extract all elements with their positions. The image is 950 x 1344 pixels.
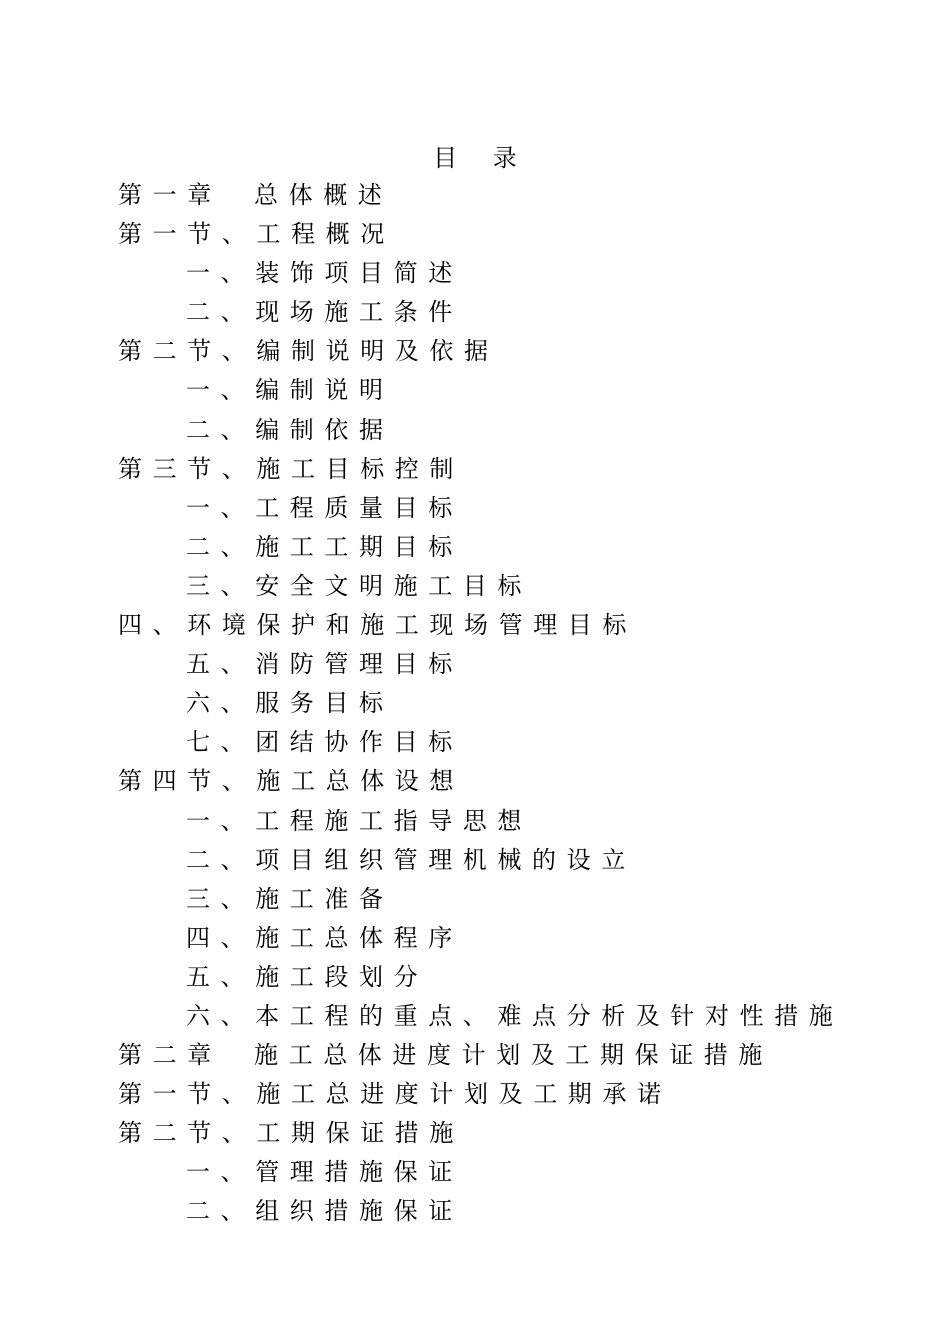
- toc-entry-text: 七、团结协作目标: [186, 728, 463, 757]
- toc-subsection-entry[interactable]: [118, 293, 918, 332]
- toc-section-entry[interactable]: [118, 215, 918, 254]
- toc-entry-text: 一、装饰项目简述: [186, 259, 463, 288]
- toc-subsection-entry[interactable]: [118, 489, 918, 528]
- toc-entry-text: 第一节、施工总进度计划及工期承诺: [118, 1080, 672, 1109]
- toc-subsection-entry[interactable]: [118, 723, 918, 762]
- toc-subsection-entry[interactable]: [118, 528, 918, 567]
- toc-entry-text: 一、编制说明: [186, 376, 394, 405]
- toc-entry-text: 三、施工准备: [186, 884, 394, 913]
- toc-subsection-entry[interactable]: [118, 1192, 918, 1231]
- toc-entry-text: 第一节、工程概况: [118, 220, 395, 249]
- toc-entry-text: 四、施工总体程序: [186, 923, 463, 952]
- toc-entry-text: 第二节、工期保证措施: [118, 1119, 464, 1148]
- toc-entry-text: 二、施工工期目标: [186, 532, 463, 561]
- toc-entry-text: 四、环境保护和施工现场管理目标: [118, 611, 637, 640]
- toc-subsection-entry[interactable]: [118, 254, 918, 293]
- toc-subsection-entry[interactable]: [118, 880, 918, 919]
- toc-section-entry[interactable]: [118, 450, 918, 489]
- toc-entry-text: 五、消防管理目标: [186, 650, 463, 679]
- toc-entry-text: 六、本工程的重点、难点分析及针对性措施: [186, 1001, 844, 1030]
- toc-entry-text: 第三节、施工目标控制: [118, 454, 464, 483]
- toc-entry-text: 五、施工段划分: [186, 962, 429, 991]
- toc-subsection-entry[interactable]: [118, 841, 918, 880]
- toc-entry-text: 二、现场施工条件: [186, 298, 463, 327]
- toc-entry-text: 施工总体进度计划及工期保证措施: [254, 1041, 773, 1070]
- toc-section-entry[interactable]: [118, 1075, 918, 1114]
- toc-subsection-entry[interactable]: [118, 371, 918, 410]
- toc-entry-text: 总体概述: [254, 181, 393, 209]
- toc-section-entry[interactable]: [118, 1114, 918, 1153]
- toc-section-entry[interactable]: [118, 332, 918, 371]
- toc-subsection-entry[interactable]: [118, 997, 918, 1036]
- toc-entry-text: 一、工程质量目标: [186, 493, 463, 522]
- toc-chapter-entry[interactable]: [118, 1036, 918, 1075]
- toc-subsection-entry[interactable]: [118, 802, 918, 841]
- toc-subsection-entry[interactable]: [118, 684, 918, 723]
- toc-entry-text: 二、组织措施保证: [186, 1197, 463, 1226]
- toc-section-entry[interactable]: [118, 606, 918, 645]
- toc-chapter-entry[interactable]: [118, 176, 918, 215]
- toc-entry-text: 六、服务目标: [186, 689, 394, 718]
- toc-entry-text: 二、项目组织管理机械的设立: [186, 845, 636, 874]
- toc-entry-text: 第四节、施工总体设想: [118, 767, 464, 796]
- toc-subsection-entry[interactable]: [118, 919, 918, 958]
- toc-section-entry[interactable]: [118, 762, 918, 801]
- toc-chapter-number: 第二章: [118, 1041, 222, 1070]
- toc-subsection-entry[interactable]: [118, 1153, 918, 1192]
- toc-entry-text: 一、工程施工指导思想: [186, 806, 532, 835]
- toc-subsection-entry[interactable]: [118, 567, 918, 606]
- toc-chapter-number: 第一章: [118, 181, 222, 209]
- toc-subsection-entry[interactable]: [118, 645, 918, 684]
- table-of-contents: [118, 176, 918, 1232]
- toc-title: 目 录: [433, 144, 531, 172]
- toc-entry-text: 第二节、编制说明及依据: [118, 337, 499, 366]
- toc-entry-text: 一、管理措施保证: [186, 1158, 463, 1187]
- toc-subsection-entry[interactable]: [118, 411, 918, 450]
- toc-entry-text: 三、安全文明施工目标: [186, 571, 532, 600]
- toc-entry-text: 二、编制依据: [186, 415, 394, 444]
- toc-subsection-entry[interactable]: [118, 958, 918, 997]
